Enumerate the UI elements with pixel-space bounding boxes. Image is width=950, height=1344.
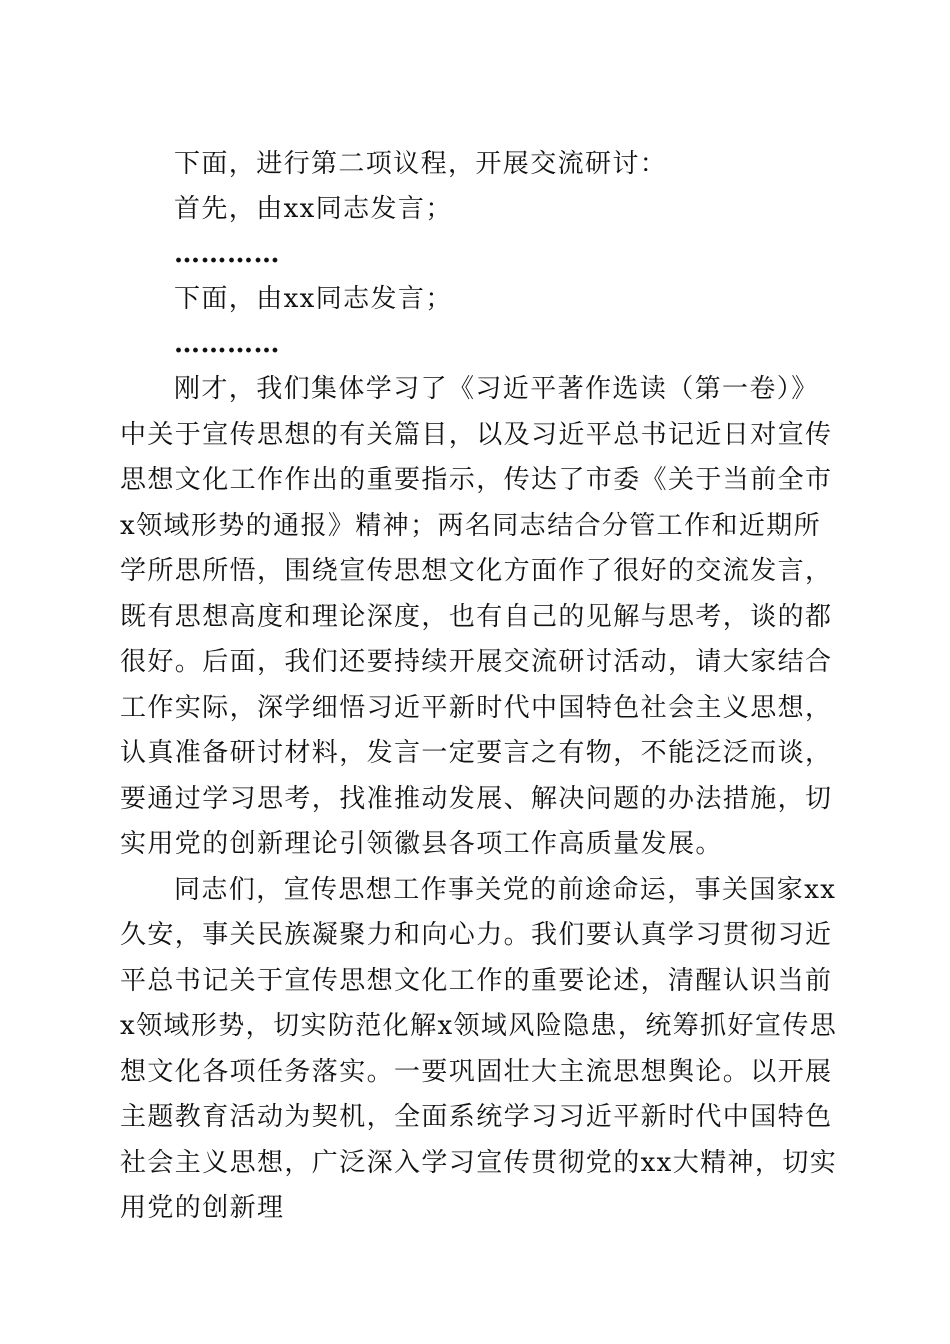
speaker-line-next: 下面，由xx同志发言； [174, 284, 453, 314]
summary-paragraph: 刚才，我们集体学习了《习近平著作选读（第一卷）》中关于宣传思想的有关篇目，以及习近平总书记近日对宣传思想文化工作作出的重要指示，传达了市委《关于当前全市x领域形势的通报》精神；两名同志结合分管工作和近期所学所思所悟，围绕宣传思想文化方面作了很好的交流发言，既有思想高度和理论深度，也有自己的见解与思考，谈的都很好。后面，我们还要持续开展交流研讨活动，请大家结合工作实际，深学细悟习近平新时代中国特色社会主义思想，认真准备研讨材料，发言一定要言之有物，不能泛泛而谈，要通过学习思考，找准推动发展、解决问题的办法措施，切实用党的创新理论引领徽县各项工作高质量发展。 [120, 374, 833, 859]
document-body [120, 142, 838, 1232]
ellipsis-line: ………… [174, 239, 280, 269]
instruction-paragraph: 同志们，宣传思想工作事关党的前途命运，事关国家xx久安，事关民族凝聚力和向心力。我们要认真学习贯彻习近平总书记关于宣传思想文化工作的重要论述，清醒认识当前x领域形势，切实防范化解x领域风险隐患，统筹抓好宣传思想文化各项任务落实。一要巩固壮大主流思想舆论。以开展主题教育活动为契机，全面系统学习习近平新时代中国特色社会主义思想，广泛深入学习宣传贯彻党的xx大精神，切实用党的创新理 [120, 874, 838, 1223]
speaker-line-first: 首先，由xx同志发言； [174, 194, 453, 224]
ellipsis-line: ………… [174, 329, 280, 359]
agenda-line: 下面，进行第二项议程，开展交流研讨： [174, 149, 668, 179]
